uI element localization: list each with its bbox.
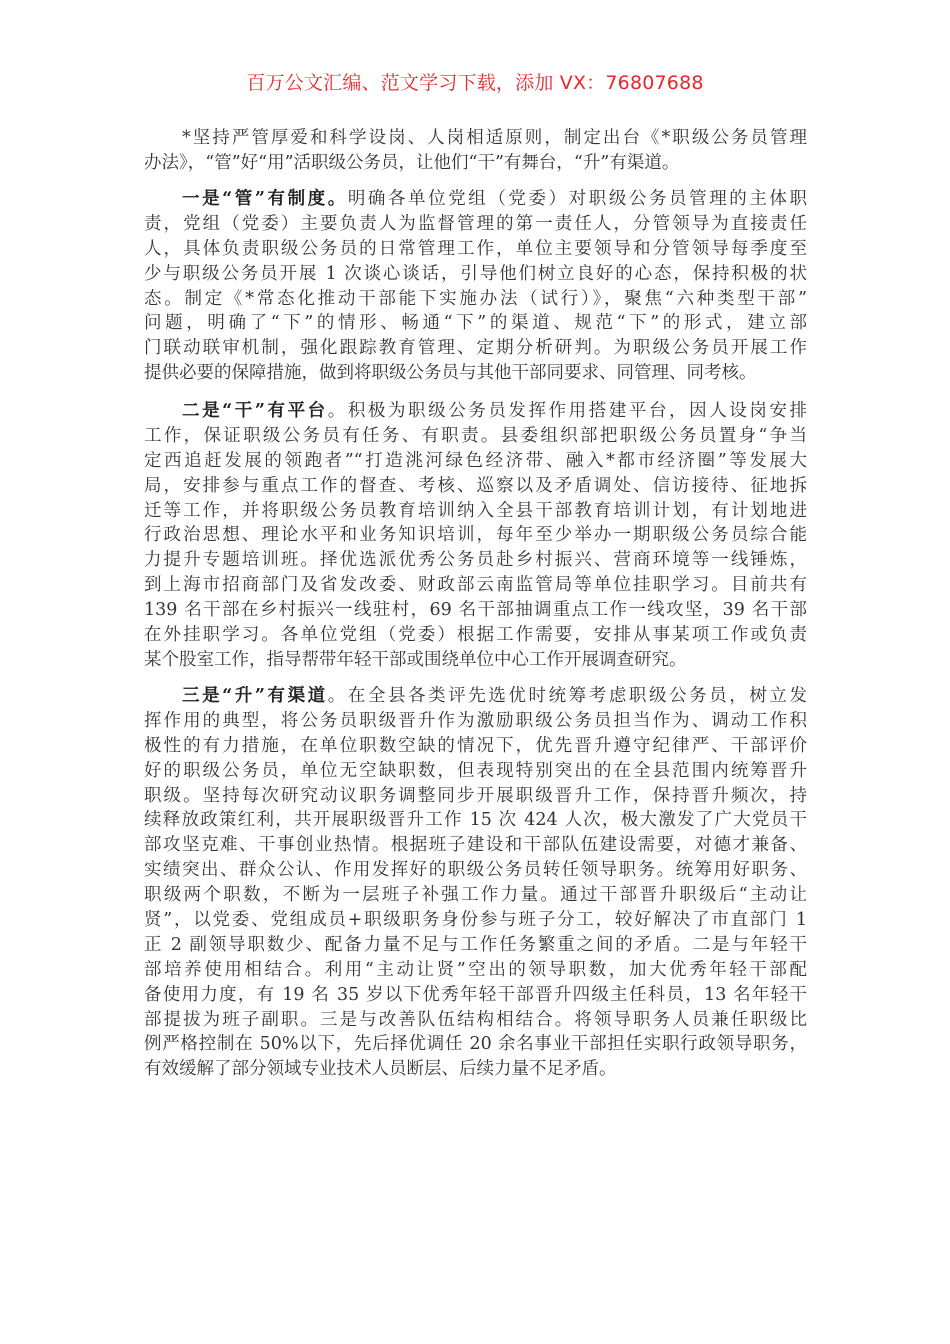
text-line: 续释放政策红利，共开展职级晋升工作 15 次 424 人次，极大激发了广大党员干	[144, 810, 807, 831]
paragraph-promotion	[144, 684, 807, 1082]
text-line: 局，安排参与重点工作的督查、考核、巡察以及矛盾调处、信访接待、征地拆	[144, 475, 807, 496]
text-line: 行政治思想、理论水平和业务知识培训，每年至少举办一期职级公务员综合能	[144, 525, 807, 546]
paragraph-intro	[144, 126, 807, 176]
text-line: 好的职级公务员，单位无空缺职数，但表现特别突出的在全县范围内统筹晋升	[144, 760, 807, 781]
text-line: 责，党组（党委）主要负责人为监督管理的第一责任人，分管领导为直接责任	[144, 213, 807, 234]
text-line: 部提拔为班子副职。三是与改善队伍结构相结合。将领导职务人员兼任职级比	[144, 1009, 807, 1030]
text-line: 职级。坚持每次研究动议职务调整同步开展职级晋升工作，保持晋升频次，持	[144, 785, 807, 806]
text-line: 迁等工作，并将职级公务员教育培训纳入全县干部教育培训计划，有计划地进	[144, 500, 807, 521]
text-line: 问题，明确了“下”的情形、畅通“下”的渠道、规范“下”的形式，建立部	[144, 313, 807, 334]
text-line: 挥作用的典型，将公务员职级晋升作为激励职级公务员担当作为、调动工作积	[144, 710, 807, 731]
paragraph-management	[144, 187, 807, 386]
text-line: 少与职级公务员开展 1 次谈心谈话，引导他们树立良好的心态，保持积极的状	[144, 263, 807, 284]
text-line: 部培养使用相结合。利用“主动让贤”空出的领导职数，加大优秀年轻干部配	[144, 959, 807, 980]
paragraph-heading: 二是“干”有平台	[182, 401, 328, 421]
paragraph-heading: 三是“升”有渠道	[182, 686, 328, 706]
paragraph-platform	[144, 399, 807, 673]
text-line: 备使用力度，有 19 名 35 岁以下优秀年轻干部晋升四级主任科员，13 名年轻干	[144, 984, 807, 1005]
text-line: 定西追赶发展的领跑者”“打造洮河绿色经济带、融入*都市经济圈”等发展大	[144, 450, 807, 471]
text-line: 门联动联审机制，强化跟踪教育管理、定期分析研判。为职级公务员开展工作	[144, 338, 807, 359]
text-line: 人，具体负责职级公务员的日常管理工作，单位主要领导和分管领导每季度至	[144, 238, 807, 259]
text-line: 例严格控制在 50%以下，先后择优调任 20 余名事业干部担任实职行政领导职务，	[144, 1034, 807, 1055]
paragraph-heading: 一是“管”有制度。	[182, 189, 348, 209]
text-line: 态。制定《*常态化推动干部能下实施办法（试行）》，聚焦“六种类型干部”	[144, 288, 807, 309]
text-line: 实绩突出、群众公认、作用发挥好的职级公务员转任领导职务。统筹用好职务、	[144, 860, 807, 881]
text-line: 部攻坚克难、干事创业热情。根据班子建设和干部队伍建设需要，对德才兼备、	[144, 835, 807, 856]
text-line: 正 2 副领导职数少、配备力量不足与工作任务繁重之间的矛盾。二是与年轻干	[144, 934, 807, 955]
watermark-banner: 百万公文汇编、范文学习下载，添加 VX：76807688	[246, 72, 704, 94]
text-line: 办法》，“管”好“用”活职级公务员，让他们“干”有舞台，“升”有渠道。	[144, 152, 680, 173]
text-line: 极性的有力措施，在单位职数空缺的情况下，优先晋升遵守纪律严、干部评价	[144, 735, 807, 756]
text-line: 。积极为职级公务员发挥作用搭建平台，因人设岗安排	[327, 401, 807, 421]
text-line: 。在全县各类评先选优时统筹考虑职级公务员，树立发	[327, 686, 807, 706]
text-line: 在外挂职学习。各单位党组（党委）根据工作需要，安排从事某项工作或负责	[144, 625, 807, 646]
text-line: 提供必要的保障措施，做到将职级公务员与其他干部同要求、同管理、同考核。	[144, 363, 757, 384]
text-line: 力提升专题培训班。择优选派优秀公务员赴乡村振兴、营商环境等一线锤炼，	[144, 550, 807, 571]
text-line: 139 名干部在乡村振兴一线驻村，69 名干部抽调重点工作一线攻坚，39 名干部	[144, 600, 807, 621]
text-line: 贤”，以党委、党组成员+职级职务身份参与班子分工，较好解决了市直部门 1	[144, 910, 807, 931]
text-line: *坚持严管厚爱和科学设岗、人岗相适原则，制定出台《*职级公务员管理	[182, 128, 807, 148]
text-line: 某个股室工作，指导帮带年轻干部或围绕单位中心工作开展调查研究。	[144, 649, 687, 670]
text-line: 职级两个职数，不断为一层班子补强工作力量。通过干部晋升职级后“主动让	[144, 885, 807, 906]
text-line: 有效缓解了部分领域专业技术人员断层、后续力量不足矛盾。	[144, 1059, 617, 1080]
text-line: 工作，保证职级公务员有任务、有职责。县委组织部把职级公务员置身“争当	[144, 425, 807, 446]
text-line: 到上海市招商部门及省发改委、财政部云南监管局等单位挂职学习。目前共有	[144, 575, 807, 596]
text-line: 明确各单位党组（党委）对职级公务员管理的主体职	[347, 189, 808, 209]
